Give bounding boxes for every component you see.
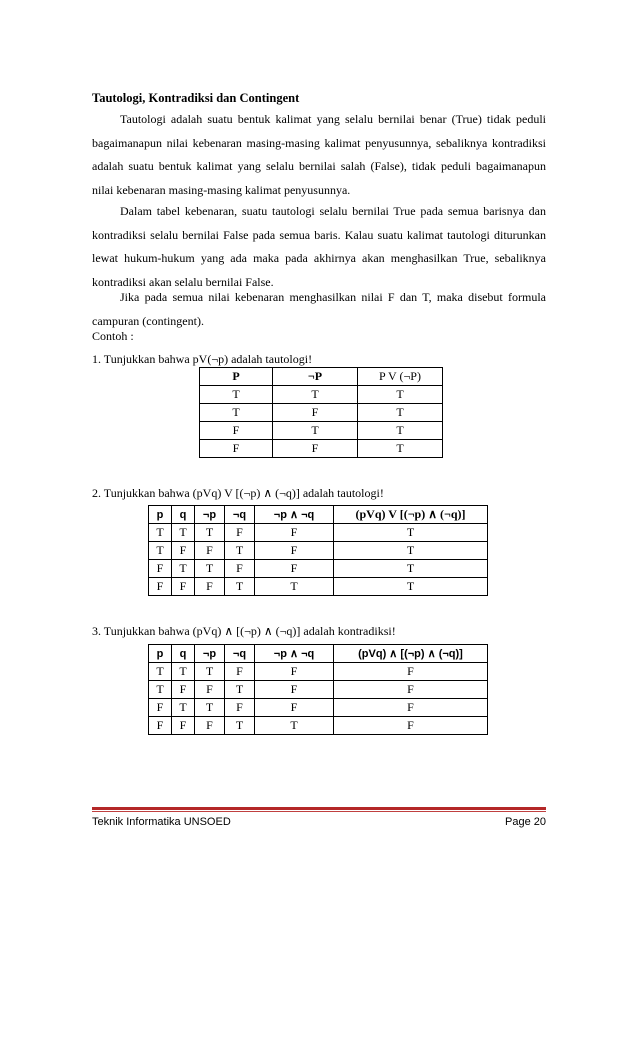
header-cell: P V (¬P) bbox=[358, 368, 443, 386]
table-row bbox=[149, 542, 488, 560]
table-row bbox=[200, 422, 443, 440]
table-cell: F bbox=[195, 681, 225, 699]
example-2-table bbox=[148, 505, 488, 596]
footer-divider-thin bbox=[92, 811, 546, 812]
table-cell: F bbox=[255, 524, 334, 542]
header-cell: q bbox=[172, 645, 195, 663]
table-cell: F bbox=[149, 578, 172, 596]
table-cell: T bbox=[225, 681, 255, 699]
table-cell: T bbox=[334, 542, 488, 560]
table-cell: F bbox=[149, 560, 172, 578]
table-cell: F bbox=[255, 681, 334, 699]
header-cell: p bbox=[149, 645, 172, 663]
table-cell: T bbox=[334, 560, 488, 578]
table-header-row bbox=[200, 368, 443, 386]
header-cell: ¬p bbox=[195, 506, 225, 524]
table-row bbox=[200, 440, 443, 458]
table-cell: T bbox=[255, 717, 334, 735]
footer-divider bbox=[92, 807, 546, 810]
table-cell: F bbox=[172, 681, 195, 699]
table-row bbox=[149, 681, 488, 699]
paragraph-definition: Tautologi adalah suatu bentuk kalimat yang selalu bernilai benar (True) tidak peduli bagaimanapun nilai kebenaran masing-masing kalimat penyusunnya, sebaliknya kontradiksi adalah suatu bentuk kalimat yang selalu bernilai salah (False), tidak peduli bagaimanapun nilai kebenaran masing-masing kalimat penyusunnya. bbox=[92, 112, 546, 197]
table-cell: F bbox=[149, 699, 172, 717]
table-cell: T bbox=[195, 699, 225, 717]
table-cell: F bbox=[200, 422, 273, 440]
table-cell: T bbox=[358, 440, 443, 458]
header-cell: ¬P bbox=[273, 368, 358, 386]
table-row bbox=[149, 560, 488, 578]
table-cell: T bbox=[225, 578, 255, 596]
table-cell: F bbox=[225, 524, 255, 542]
table-cell: T bbox=[149, 542, 172, 560]
section-heading: Tautologi, Kontradiksi dan Contingent bbox=[92, 91, 300, 105]
table-row bbox=[149, 717, 488, 735]
footer-institution: Teknik Informatika UNSOED bbox=[92, 816, 231, 828]
table-cell: F bbox=[334, 681, 488, 699]
example-2-prompt: 2. Tunjukkan bahwa (pVq) V [(¬p) ∧ (¬q)] adalah tautologi! bbox=[92, 486, 384, 500]
header-cell: p bbox=[149, 506, 172, 524]
header-cell: (pVq) ∧ [(¬p) ∧ (¬q)] bbox=[334, 645, 488, 663]
table-cell: T bbox=[149, 681, 172, 699]
table-cell: F bbox=[255, 663, 334, 681]
table-cell: T bbox=[149, 524, 172, 542]
table-cell: T bbox=[358, 386, 443, 404]
table-row bbox=[149, 699, 488, 717]
table-cell: T bbox=[172, 524, 195, 542]
table-cell: F bbox=[172, 542, 195, 560]
table-cell: T bbox=[225, 542, 255, 560]
table-cell: T bbox=[195, 663, 225, 681]
table-cell: F bbox=[334, 663, 488, 681]
table-cell: F bbox=[195, 578, 225, 596]
table-cell: T bbox=[255, 578, 334, 596]
table-cell: T bbox=[200, 404, 273, 422]
header-cell: ¬q bbox=[225, 645, 255, 663]
header-cell: ¬p ∧ ¬q bbox=[255, 645, 334, 663]
table-header-row bbox=[149, 645, 488, 663]
page-number: Page 20 bbox=[505, 816, 546, 828]
header-cell: ¬p bbox=[195, 645, 225, 663]
contoh-label: Contoh : bbox=[92, 329, 134, 343]
table-cell: T bbox=[273, 422, 358, 440]
example-1-prompt: 1. Tunjukkan bahwa pV(¬p) adalah tautologi! bbox=[92, 352, 313, 366]
table-cell: T bbox=[334, 524, 488, 542]
header-cell: P bbox=[200, 368, 273, 386]
table-cell: T bbox=[334, 578, 488, 596]
table-cell: F bbox=[225, 699, 255, 717]
header-cell: ¬q bbox=[225, 506, 255, 524]
example-3-table bbox=[148, 644, 488, 735]
table-cell: T bbox=[225, 717, 255, 735]
table-cell: T bbox=[195, 524, 225, 542]
table-cell: F bbox=[195, 717, 225, 735]
table-cell: T bbox=[195, 560, 225, 578]
table-row bbox=[149, 578, 488, 596]
table-cell: T bbox=[172, 560, 195, 578]
table-cell: T bbox=[200, 386, 273, 404]
example-1-table bbox=[199, 367, 443, 458]
table-row bbox=[200, 386, 443, 404]
table-cell: T bbox=[149, 663, 172, 681]
table-row bbox=[200, 404, 443, 422]
table-cell: F bbox=[273, 440, 358, 458]
table-header-row bbox=[149, 506, 488, 524]
table-cell: T bbox=[273, 386, 358, 404]
table-cell: T bbox=[358, 404, 443, 422]
table-cell: F bbox=[225, 560, 255, 578]
table-row bbox=[149, 524, 488, 542]
paragraph-truth-table: Dalam tabel kebenaran, suatu tautologi selalu bernilai True pada semua barisnya dan kontradiksi selalu bernilai False pada semua baris. Kalau suatu kalimat tautologi diturunkan lewat hukum-hukum yang ada maka pada akhirnya akan menghasilkan True, sebaliknya kontradiksi akan selalu bernilai False. bbox=[92, 204, 546, 289]
table-cell: F bbox=[334, 699, 488, 717]
table-cell: F bbox=[225, 663, 255, 681]
table-cell: F bbox=[255, 542, 334, 560]
header-cell: q bbox=[172, 506, 195, 524]
table-cell: F bbox=[149, 717, 172, 735]
header-cell: (pVq) V [(¬p) ∧ (¬q)] bbox=[334, 506, 488, 524]
table-cell: T bbox=[358, 422, 443, 440]
table-cell: F bbox=[273, 404, 358, 422]
table-cell: T bbox=[172, 663, 195, 681]
example-3-prompt: 3. Tunjukkan bahwa (pVq) ∧ [(¬p) ∧ (¬q)] adalah kontradiksi! bbox=[92, 624, 396, 638]
table-cell: F bbox=[255, 699, 334, 717]
paragraph-contingent: Jika pada semua nilai kebenaran menghasilkan nilai F dan T, maka disebut formula campuran (contingent). bbox=[92, 290, 546, 328]
table-cell: F bbox=[334, 717, 488, 735]
table-cell: F bbox=[255, 560, 334, 578]
table-cell: F bbox=[195, 542, 225, 560]
table-cell: F bbox=[172, 717, 195, 735]
header-cell: ¬p ∧ ¬q bbox=[255, 506, 334, 524]
table-cell: T bbox=[172, 699, 195, 717]
table-row bbox=[149, 663, 488, 681]
table-cell: F bbox=[172, 578, 195, 596]
table-cell: F bbox=[200, 440, 273, 458]
